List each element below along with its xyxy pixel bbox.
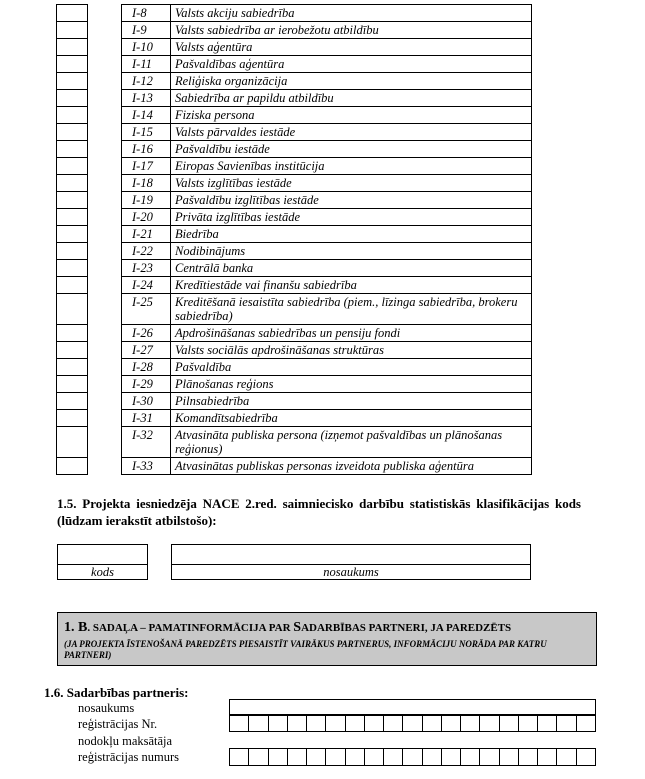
selection-cell[interactable] [57,38,87,55]
entity-label: Nodibinājums [171,243,532,260]
selection-cell[interactable] [57,293,87,324]
nace-name-label: nosaukums [323,565,379,579]
digit-cell[interactable] [480,749,499,765]
entity-label: Atvasināta publiska persona (izņemot pašvaldības un plānošanas reģionus) [171,427,532,458]
nace-name-input[interactable] [171,544,531,580]
entity-label: Biedrība [171,226,532,243]
partner-name-label: nosaukums [78,701,135,715]
selection-cell[interactable] [57,208,87,225]
digit-cell[interactable] [538,749,557,765]
digit-cell[interactable] [461,749,480,765]
entity-label: Plānošanas reģions [171,376,532,393]
nace-code-input[interactable] [57,544,148,580]
entity-code-row [122,39,532,56]
entity-code: I-8 [122,5,171,22]
entity-label: Kreditēšanā iesaistīta sabiedrība (piem., līzinga sabiedrība, brokeru sabiedrība) [171,294,532,325]
digit-cell[interactable] [269,716,288,731]
entity-code: I-13 [122,90,171,107]
partner-heading: 1.6. Sadarbības partneris: [44,685,189,700]
digit-cell[interactable] [365,749,384,765]
selection-cell[interactable] [57,225,87,242]
selection-cell[interactable] [57,157,87,174]
digit-cell[interactable] [230,716,249,731]
entity-code: I-18 [122,175,171,192]
entity-code-row [122,107,532,124]
nace-heading: 1.5. Projekta iesniedzēja NACE 2.red. saimniecisko darbību statistiskās klasifikācijas kods (lūdzam ierakstīt atbilstošo): [57,496,581,528]
digit-cell[interactable] [480,716,499,731]
entity-label: Pilnsabiedrība [171,393,532,410]
selection-cell[interactable] [57,375,87,392]
entity-code-row [122,22,532,39]
digit-cell[interactable] [403,749,422,765]
digit-cell[interactable] [326,749,345,765]
entity-code-row [122,294,532,325]
digit-cell[interactable] [326,716,345,731]
section-note: (JA PROJEKTA ĪSTENOŠANĀ PAREDZĒTS PIESAISTĪT VAIRĀKUS PARTNERUS, INFORMĀCIJU NORĀDA PAR KATRU PARTNERI) [64,639,547,660]
entity-code: I-29 [122,376,171,393]
digit-cell[interactable] [557,716,576,731]
entity-label: Valsts aģentūra [171,39,532,56]
digit-cell[interactable] [384,716,403,731]
digit-cell[interactable] [384,749,403,765]
entity-code-row [122,393,532,410]
partner-tax-label-2: reģistrācijas numurs [78,750,180,764]
entity-code-row [122,56,532,73]
digit-cell[interactable] [557,749,576,765]
entity-code: I-10 [122,39,171,56]
selection-column [56,4,88,475]
digit-cell[interactable] [442,716,461,731]
entity-code: I-23 [122,260,171,277]
digit-cell[interactable] [500,749,519,765]
digit-cell[interactable] [423,716,442,731]
entity-label: Valsts pārvaldes iestāde [171,124,532,141]
entity-code: I-15 [122,124,171,141]
entity-code: I-17 [122,158,171,175]
entity-code: I-28 [122,359,171,376]
digit-cell[interactable] [346,749,365,765]
entity-code-row [122,90,532,107]
entity-label: Valsts sabiedrība ar ierobežotu atbildību [171,22,532,39]
entity-code-row [122,260,532,277]
digit-cell[interactable] [249,716,268,731]
selection-cell[interactable] [57,426,87,457]
entity-label: Kredītiestāde vai finanšu sabiedrība [171,277,532,294]
selection-cell[interactable] [57,4,87,21]
digit-cell[interactable] [442,749,461,765]
partner-name-input[interactable] [229,699,596,715]
entity-label: Eiropas Savienības institūcija [171,158,532,175]
selection-cell[interactable] [57,324,87,341]
entity-code-row [122,359,532,376]
digit-cell[interactable] [230,749,249,765]
selection-cell[interactable] [57,89,87,106]
digit-cell[interactable] [538,716,557,731]
entity-code-row [122,73,532,90]
entity-code: I-25 [122,294,171,325]
section-title: 1. B. SADAĻA – PAMATINFORMĀCIJA PAR SADARBĪBAS PARTNERI, JA PAREDZĒTS [64,620,512,635]
entity-code-row [122,124,532,141]
entity-code-row [122,226,532,243]
entity-label: Privāta izglītības iestāde [171,209,532,226]
entity-code-row [122,243,532,260]
digit-cell[interactable] [307,716,326,731]
entity-label: Centrālā banka [171,260,532,277]
entity-code: I-27 [122,342,171,359]
entity-code: I-19 [122,192,171,209]
selection-cell[interactable] [57,392,87,409]
partner-reg-label: reģistrācijas Nr. [78,717,158,731]
selection-cell[interactable] [57,174,87,191]
selection-cell[interactable] [57,276,87,293]
entity-code: I-26 [122,325,171,342]
entity-code: I-20 [122,209,171,226]
digit-cell[interactable] [269,749,288,765]
digit-cell[interactable] [307,749,326,765]
selection-cell[interactable] [57,140,87,157]
digit-cell[interactable] [577,749,596,765]
selection-cell[interactable] [57,409,87,426]
entity-code-row [122,158,532,175]
entity-label: Valsts izglītības iestāde [171,175,532,192]
entity-label: Valsts akciju sabiedrība [171,5,532,22]
digit-cell[interactable] [461,716,480,731]
selection-cell[interactable] [57,106,87,123]
selection-cell[interactable] [57,242,87,259]
entity-code: I-32 [122,427,171,458]
digit-cell[interactable] [519,749,538,765]
entity-code-row [122,325,532,342]
entity-label: Apdrošināšanas sabiedrības un pensiju fondi [171,325,532,342]
entity-code: I-11 [122,56,171,73]
selection-cell[interactable] [57,358,87,375]
selection-cell[interactable] [57,341,87,358]
digit-cell[interactable] [288,716,307,731]
selection-cell[interactable] [57,21,87,38]
entity-code: I-33 [122,458,171,475]
entity-code-row [122,458,532,475]
entity-code-row [122,5,532,22]
selection-cell[interactable] [57,123,87,140]
selection-cell[interactable] [57,72,87,89]
entity-label: Fiziska persona [171,107,532,124]
entity-code-row [122,192,532,209]
entity-label: Komandītsabiedrība [171,410,532,427]
entity-label: Pašvaldības aģentūra [171,56,532,73]
entity-code-row [122,209,532,226]
nace-code-label: kods [91,565,114,579]
entity-code-table [121,4,532,475]
digit-cell[interactable] [365,716,384,731]
entity-code: I-12 [122,73,171,90]
partner-tax-label-1: nodokļu maksātāja [78,734,173,748]
entity-label: Sabiedrība ar papildu atbildību [171,90,532,107]
entity-code-row [122,141,532,158]
selection-cell[interactable] [57,191,87,208]
entity-code: I-14 [122,107,171,124]
digit-cell[interactable] [577,716,596,731]
entity-code-row [122,410,532,427]
digit-cell[interactable] [346,716,365,731]
entity-code: I-9 [122,22,171,39]
entity-label: Pašvaldība [171,359,532,376]
digit-cell[interactable] [500,716,519,731]
entity-code: I-24 [122,277,171,294]
entity-code: I-22 [122,243,171,260]
entity-code-row [122,342,532,359]
entity-label: Valsts sociālās apdrošināšanas struktūras [171,342,532,359]
selection-cell[interactable] [57,55,87,72]
entity-code: I-16 [122,141,171,158]
entity-label: Pašvaldību iestāde [171,141,532,158]
partner-reg-number-cells[interactable] [229,715,596,732]
entity-code: I-21 [122,226,171,243]
entity-code-row [122,175,532,192]
entity-label: Atvasinātas publiskas personas izveidota publiska aģentūra [171,458,532,475]
entity-code-row [122,277,532,294]
entity-code: I-30 [122,393,171,410]
entity-code-row [122,427,532,458]
digit-cell[interactable] [288,749,307,765]
entity-code: I-31 [122,410,171,427]
digit-cell[interactable] [423,749,442,765]
entity-code-row [122,376,532,393]
selection-cell[interactable] [57,259,87,276]
section-1b-banner [57,612,597,666]
entity-label: Pašvaldību izglītības iestāde [171,192,532,209]
digit-cell[interactable] [519,716,538,731]
digit-cell[interactable] [403,716,422,731]
partner-tax-number-cells[interactable] [229,748,596,766]
entity-label: Reliģiska organizācija [171,73,532,90]
digit-cell[interactable] [249,749,268,765]
selection-cell[interactable] [57,457,87,474]
